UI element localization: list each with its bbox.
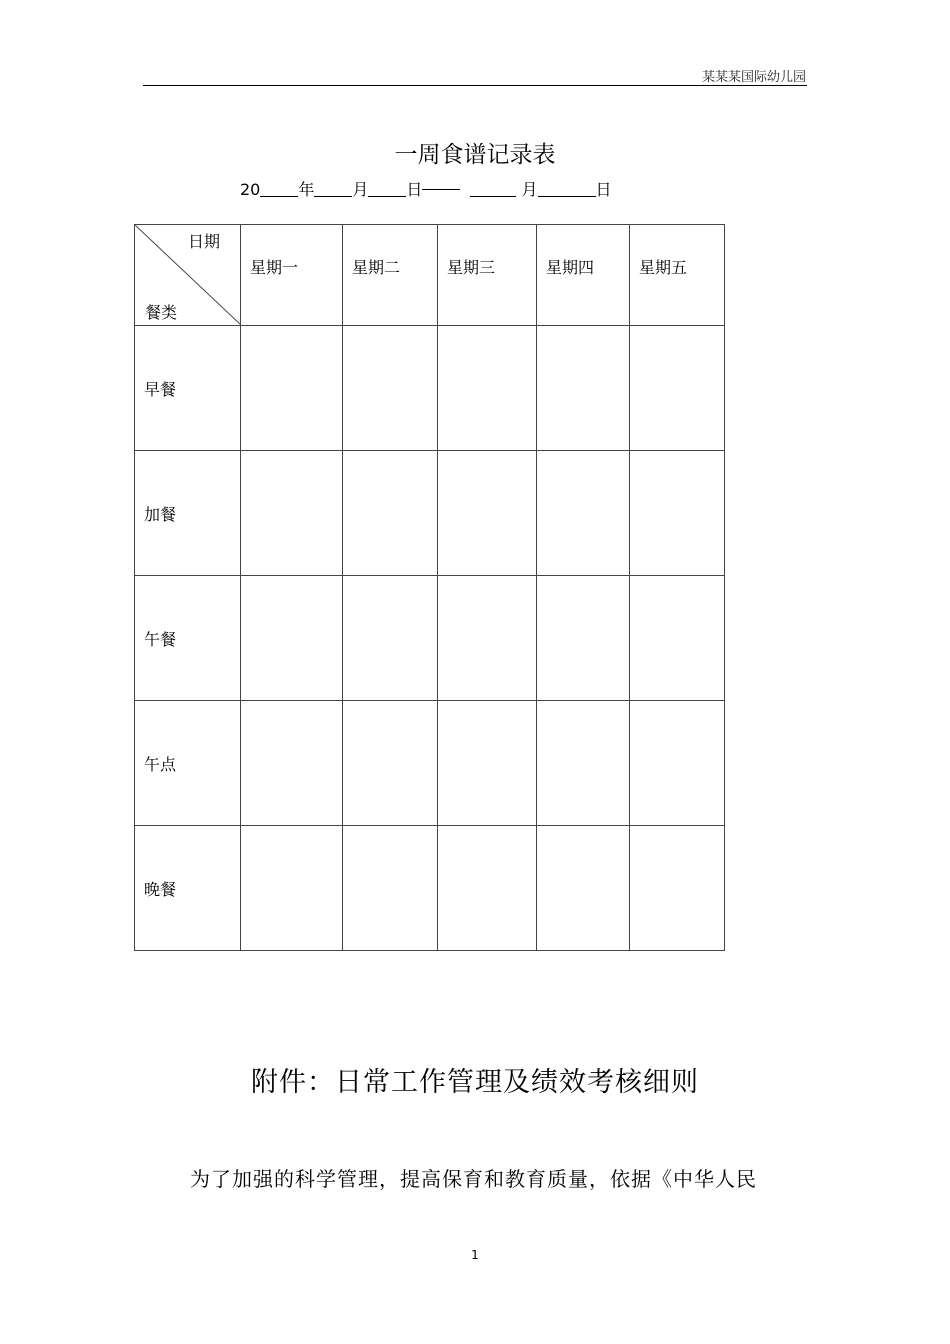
day-header-fri: 星期五 xyxy=(630,225,725,326)
day-blank-2[interactable] xyxy=(538,180,596,197)
menu-cell[interactable] xyxy=(537,326,630,451)
header-rule xyxy=(143,85,807,86)
menu-cell[interactable] xyxy=(630,576,725,701)
menu-cell[interactable] xyxy=(241,576,343,701)
table-row xyxy=(135,576,725,701)
day-header-wed: 星期三 xyxy=(438,225,537,326)
date-prefix: 20 xyxy=(240,180,261,199)
table-row xyxy=(135,326,725,451)
annex-title: 附件：日常工作管理及绩效考核细则 xyxy=(251,1067,699,1098)
month-label-1: 月 xyxy=(352,180,369,199)
menu-cell[interactable] xyxy=(438,451,537,576)
day-label-2: 日 xyxy=(595,180,612,199)
meal-label-lunch: 午餐 xyxy=(135,576,241,701)
menu-cell[interactable] xyxy=(241,826,343,951)
day-blank-1[interactable] xyxy=(368,180,406,197)
table-row xyxy=(135,826,725,951)
weekly-menu-table xyxy=(134,224,725,951)
meal-label-snack: 加餐 xyxy=(135,451,241,576)
menu-cell[interactable] xyxy=(343,826,438,951)
menu-cell[interactable] xyxy=(343,576,438,701)
menu-cell[interactable] xyxy=(630,326,725,451)
menu-cell[interactable] xyxy=(241,701,343,826)
table-header-row xyxy=(135,225,725,326)
page-number: 1 xyxy=(471,1248,479,1262)
year-label: 年 xyxy=(298,180,315,199)
meal-label-afternoon-snack: 午点 xyxy=(135,701,241,826)
menu-cell[interactable] xyxy=(241,451,343,576)
day-header-thu: 星期四 xyxy=(537,225,630,326)
menu-cell[interactable] xyxy=(630,701,725,826)
corner-cell xyxy=(135,225,241,326)
range-dash xyxy=(422,189,460,190)
menu-cell[interactable] xyxy=(241,326,343,451)
page-title: 一周食谱记录表 xyxy=(394,142,556,168)
menu-cell[interactable] xyxy=(438,701,537,826)
meal-label-breakfast: 早餐 xyxy=(135,326,241,451)
menu-cell[interactable] xyxy=(537,826,630,951)
menu-cell[interactable] xyxy=(343,326,438,451)
month-label-2: 月 xyxy=(521,180,538,199)
menu-cell[interactable] xyxy=(537,576,630,701)
header-org-name: 某某某国际幼儿园 xyxy=(701,70,806,85)
date-line xyxy=(240,177,612,200)
menu-cell[interactable] xyxy=(438,826,537,951)
day-label-1: 日 xyxy=(406,180,423,199)
year-blank[interactable] xyxy=(260,180,298,197)
corner-date-label: 日期 xyxy=(187,232,220,251)
menu-cell[interactable] xyxy=(537,701,630,826)
menu-cell[interactable] xyxy=(537,451,630,576)
body-paragraph: 为了加强的科学管理，提高保育和教育质量，依据《中华人民 xyxy=(190,1167,757,1191)
menu-cell[interactable] xyxy=(438,576,537,701)
menu-cell[interactable] xyxy=(630,826,725,951)
month-blank-2[interactable] xyxy=(470,180,516,197)
corner-meal-label: 餐类 xyxy=(145,303,178,322)
day-header-tue: 星期二 xyxy=(343,225,438,326)
table-row xyxy=(135,701,725,826)
menu-cell[interactable] xyxy=(630,451,725,576)
month-blank-1[interactable] xyxy=(314,180,352,197)
menu-cell[interactable] xyxy=(343,451,438,576)
menu-cell[interactable] xyxy=(343,701,438,826)
meal-label-dinner: 晚餐 xyxy=(135,826,241,951)
menu-cell[interactable] xyxy=(438,326,537,451)
day-header-mon: 星期一 xyxy=(241,225,343,326)
table-row xyxy=(135,451,725,576)
